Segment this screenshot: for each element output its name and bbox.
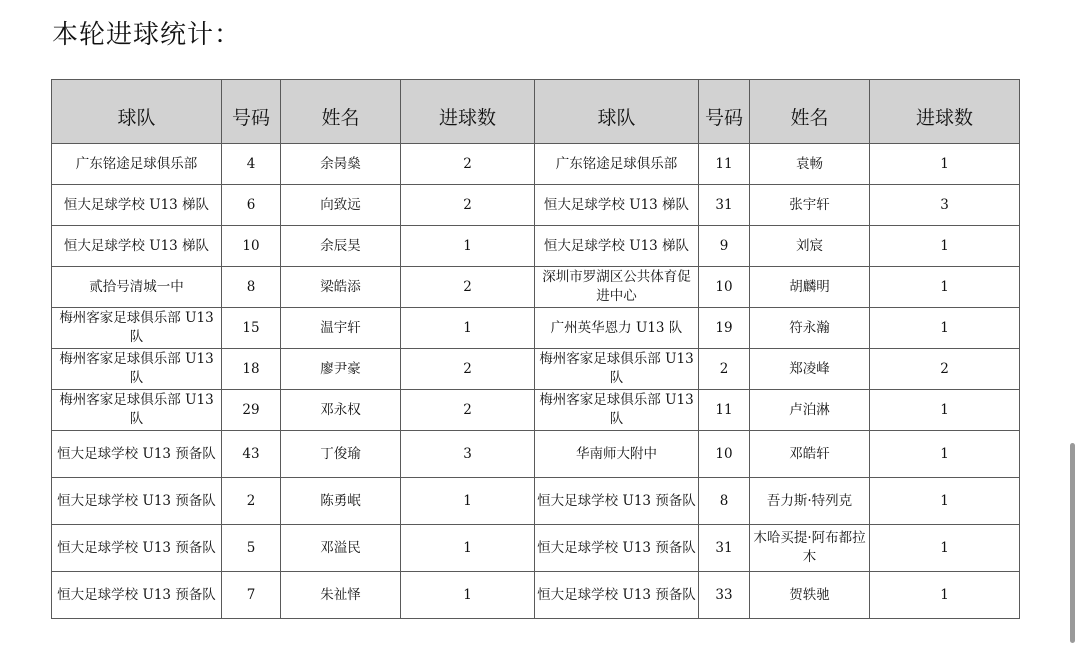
left-goals-cell: 3: [401, 431, 535, 478]
left-number-cell: 4: [222, 144, 281, 185]
right-goals-cell: 1: [870, 308, 1020, 349]
right-number-cell: 11: [699, 390, 750, 431]
left-number-cell: 29: [222, 390, 281, 431]
left-number-cell: 43: [222, 431, 281, 478]
right-number-cell: 8: [699, 478, 750, 525]
header-goals: 进球数: [401, 80, 535, 144]
right-team-cell: 恒大足球学校 U13 梯队: [535, 226, 699, 267]
left-goals-cell: 2: [401, 185, 535, 226]
left-goals-cell: 1: [401, 525, 535, 572]
left-name-cell: 朱祉怿: [281, 572, 401, 619]
left-name-cell: 邓永权: [281, 390, 401, 431]
right-number-cell: 31: [699, 185, 750, 226]
table-row: [52, 185, 1020, 226]
header-team: 球队: [52, 80, 222, 144]
right-name-cell: 符永瀚: [750, 308, 870, 349]
right-team-cell: 广州英华恩力 U13 队: [535, 308, 699, 349]
right-team-cell: 广东铭途足球俱乐部: [535, 144, 699, 185]
left-team-cell: 恒大足球学校 U13 预备队: [52, 431, 222, 478]
left-goals-cell: 2: [401, 267, 535, 308]
left-team-cell: 贰拾号清城一中: [52, 267, 222, 308]
right-goals-cell: 1: [870, 390, 1020, 431]
left-number-cell: 5: [222, 525, 281, 572]
left-goals-cell: 1: [401, 226, 535, 267]
left-name-cell: 廖尹豪: [281, 349, 401, 390]
right-team-cell: 深圳市罗湖区公共体育促进中心: [535, 267, 699, 308]
right-number-cell: 2: [699, 349, 750, 390]
left-number-cell: 6: [222, 185, 281, 226]
table-row: [52, 308, 1020, 349]
right-name-cell: 卢泊淋: [750, 390, 870, 431]
right-goals-cell: 1: [870, 267, 1020, 308]
left-goals-cell: 1: [401, 478, 535, 525]
right-name-cell: 木哈买提·阿布都拉木: [750, 525, 870, 572]
left-team-cell: 梅州客家足球俱乐部 U13 队: [52, 349, 222, 390]
left-team-cell: 梅州客家足球俱乐部 U13 队: [52, 308, 222, 349]
left-number-cell: 15: [222, 308, 281, 349]
left-name-cell: 余昺燊: [281, 144, 401, 185]
left-team-cell: 恒大足球学校 U13 预备队: [52, 525, 222, 572]
table-row: [52, 478, 1020, 525]
right-name-cell: 贺轶驰: [750, 572, 870, 619]
right-goals-cell: 3: [870, 185, 1020, 226]
left-number-cell: 2: [222, 478, 281, 525]
left-goals-cell: 1: [401, 308, 535, 349]
right-name-cell: 郑凌峰: [750, 349, 870, 390]
right-goals-cell: 2: [870, 349, 1020, 390]
table-row: [52, 572, 1020, 619]
right-name-cell: 张宇轩: [750, 185, 870, 226]
right-goals-cell: 1: [870, 226, 1020, 267]
right-name-cell: 胡麟明: [750, 267, 870, 308]
right-number-cell: 9: [699, 226, 750, 267]
header-name: 姓名: [750, 80, 870, 144]
right-number-cell: 31: [699, 525, 750, 572]
table-row: [52, 525, 1020, 572]
left-name-cell: 梁皓添: [281, 267, 401, 308]
left-team-cell: 恒大足球学校 U13 梯队: [52, 185, 222, 226]
right-name-cell: 刘宸: [750, 226, 870, 267]
goal-stats-table: [51, 79, 1020, 619]
right-number-cell: 10: [699, 267, 750, 308]
left-team-cell: 广东铭途足球俱乐部: [52, 144, 222, 185]
right-goals-cell: 1: [870, 572, 1020, 619]
header-name: 姓名: [281, 80, 401, 144]
right-name-cell: 吾力斯·特列克: [750, 478, 870, 525]
left-team-cell: 梅州客家足球俱乐部 U13 队: [52, 390, 222, 431]
left-number-cell: 7: [222, 572, 281, 619]
header-number: 号码: [222, 80, 281, 144]
header-goals: 进球数: [870, 80, 1020, 144]
left-number-cell: 10: [222, 226, 281, 267]
left-name-cell: 陈勇岷: [281, 478, 401, 525]
left-team-cell: 恒大足球学校 U13 预备队: [52, 572, 222, 619]
left-goals-cell: 1: [401, 572, 535, 619]
header-team: 球队: [535, 80, 699, 144]
left-goals-cell: 2: [401, 349, 535, 390]
right-goals-cell: 1: [870, 144, 1020, 185]
right-number-cell: 19: [699, 308, 750, 349]
table-row: [52, 431, 1020, 478]
header-number: 号码: [699, 80, 750, 144]
right-goals-cell: 1: [870, 525, 1020, 572]
right-team-cell: 梅州客家足球俱乐部 U13 队: [535, 390, 699, 431]
right-team-cell: 恒大足球学校 U13 预备队: [535, 525, 699, 572]
table-row: [52, 349, 1020, 390]
table-row: [52, 267, 1020, 308]
right-goals-cell: 1: [870, 431, 1020, 478]
right-name-cell: 袁畅: [750, 144, 870, 185]
table-row: [52, 226, 1020, 267]
page-title: 本轮进球统计：: [52, 20, 242, 50]
left-team-cell: 恒大足球学校 U13 预备队: [52, 478, 222, 525]
vertical-scrollbar[interactable]: [1070, 443, 1075, 643]
left-number-cell: 18: [222, 349, 281, 390]
table-row: [52, 390, 1020, 431]
left-name-cell: 邓溢民: [281, 525, 401, 572]
right-name-cell: 邓皓轩: [750, 431, 870, 478]
left-name-cell: 余辰昊: [281, 226, 401, 267]
right-number-cell: 11: [699, 144, 750, 185]
right-team-cell: 恒大足球学校 U13 梯队: [535, 185, 699, 226]
table-row: [52, 144, 1020, 185]
table-header-row: [52, 80, 1020, 144]
right-team-cell: 华南师大附中: [535, 431, 699, 478]
right-number-cell: 33: [699, 572, 750, 619]
left-name-cell: 丁俊瑜: [281, 431, 401, 478]
right-goals-cell: 1: [870, 478, 1020, 525]
right-team-cell: 恒大足球学校 U13 预备队: [535, 478, 699, 525]
right-team-cell: 梅州客家足球俱乐部 U13 队: [535, 349, 699, 390]
right-number-cell: 10: [699, 431, 750, 478]
left-name-cell: 向致远: [281, 185, 401, 226]
left-goals-cell: 2: [401, 390, 535, 431]
left-goals-cell: 2: [401, 144, 535, 185]
left-team-cell: 恒大足球学校 U13 梯队: [52, 226, 222, 267]
left-name-cell: 温宇轩: [281, 308, 401, 349]
left-number-cell: 8: [222, 267, 281, 308]
right-team-cell: 恒大足球学校 U13 预备队: [535, 572, 699, 619]
